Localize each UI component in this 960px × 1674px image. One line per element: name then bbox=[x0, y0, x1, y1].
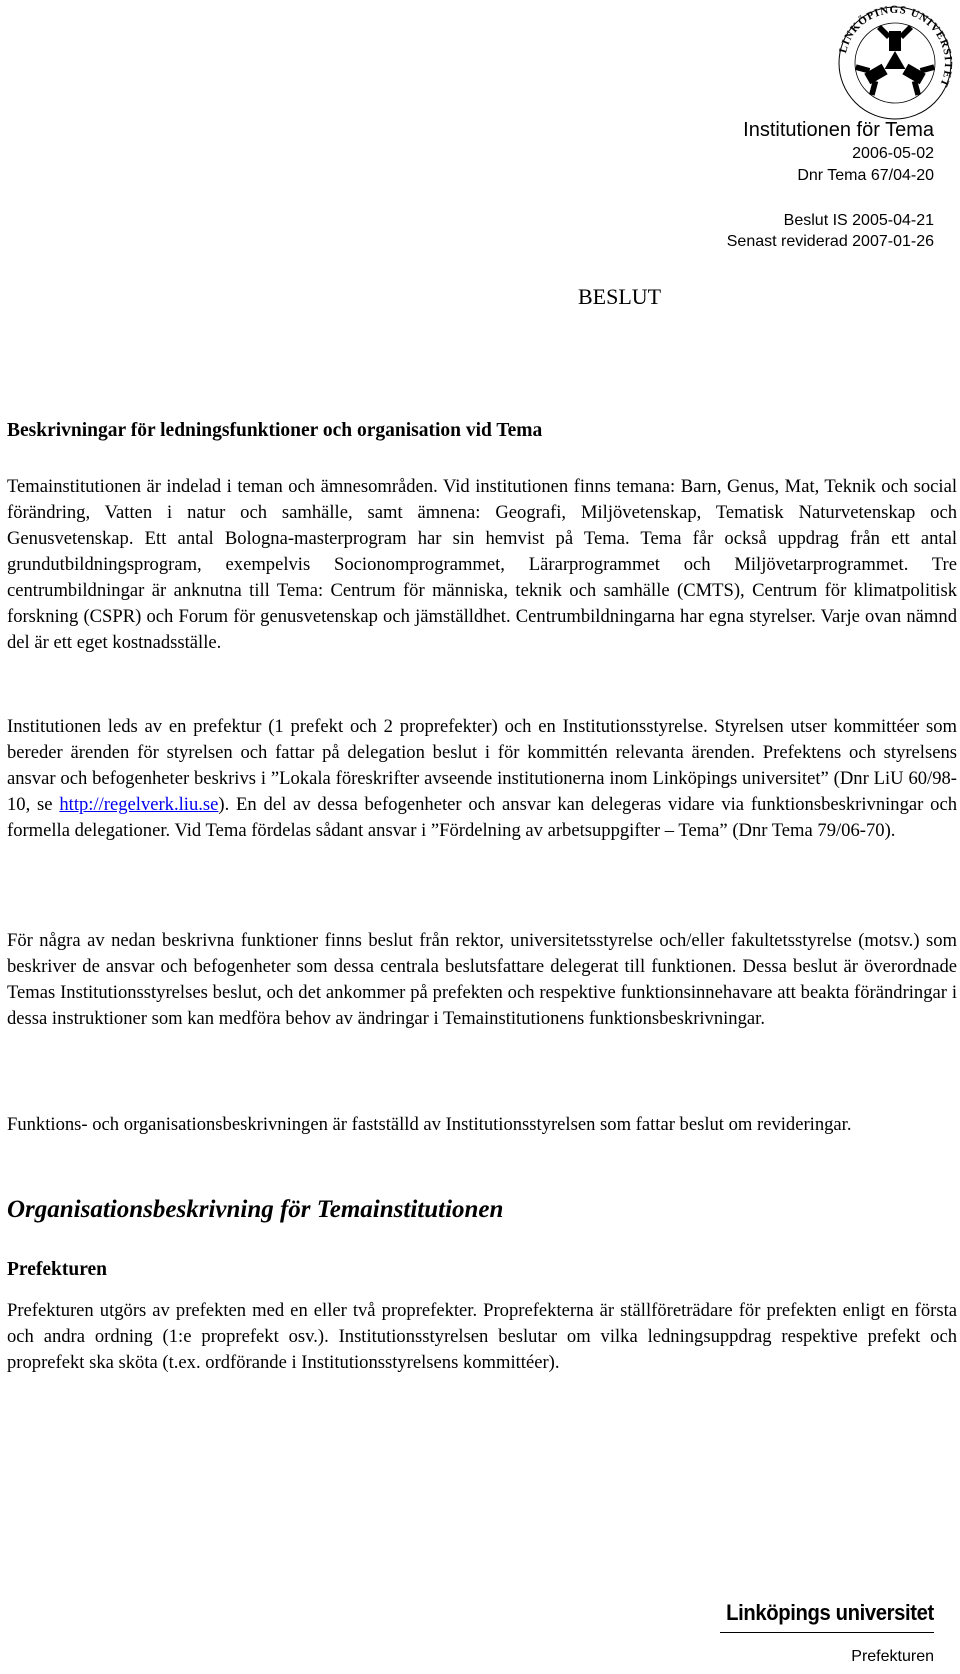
regelverk-link[interactable]: http://regelverk.liu.se bbox=[59, 794, 219, 815]
footer-divider bbox=[720, 1632, 934, 1633]
paragraph-1: Temainstitutionen är indelad i teman och ämnesområden. Vid institutionen finns temana: Barn, Genus, Mat, Teknik och social förändring, Vatten i natur och samhälle, samt ämnena: Geografi, Miljövetenskap, Tematisk Naturvetenskap och Genusvetenskap. Ett antal Bologna-masterprogram har sin hemvist på Tema. Tema får också uppdrag från ett antal grundutbildningsprogram, exempelvis Socionomprogrammet, Lärarprogrammet och Miljövetarprogrammet. Tre centrumbildningar är anknutna till Tema: Centrum för människa, teknik och samhälle (CMTS), Centrum för klimatpolitisk forskning (CSPR) och Forum för genusvetenskap och jämställdhet. Centrumbildningarna har egna styrelser. Varje ovan nämnd del är ett eget kostnadsställe. bbox=[7, 476, 957, 653]
paragraph-2 bbox=[7, 714, 957, 844]
section-title: Organisationsbeskrivning för Temainstitutionen bbox=[7, 1196, 504, 1223]
decision-date: Beslut IS 2005-04-21 bbox=[783, 212, 934, 229]
revision-date: Senast reviderad 2007-01-26 bbox=[726, 233, 934, 250]
document-date: 2006-05-02 bbox=[852, 145, 934, 162]
page-title: Beskrivningar för ledningsfunktioner och organisation vid Tema bbox=[7, 420, 543, 441]
document-type: BESLUT bbox=[578, 284, 662, 309]
seal-text: LINKÖPINGS UNIVERSITET bbox=[837, 4, 955, 90]
paragraph-2-part-1: Institutionen leds av en prefektur (1 prefekt och 2 proprefekter) och en Institutionsstyrelse. Styrelsen utser kommittéer som bereder ärenden för styrelsen och fattar på delegation beslut i för kommittén relevanta ärenden. Prefektens och styrelsens ansvar och befogenheter beskrivs i ”Lokala föreskrifter avseende institutionerna inom Linköpings universitet” (Dnr LiU 60/98-10, se bbox=[7, 716, 957, 815]
subsection-title: Prefekturen bbox=[7, 1259, 108, 1280]
paragraph-3: För några av nedan beskrivna funktioner finns beslut från rektor, universitetsstyrelse och/eller fakultetsstyrelse (motsv.) som beskriver de ansvar och befogenheter som dessa centrala beslutsfattare delegerat till funktionen. Dessa beslut är överordnade Temas Institutionsstyrelses beslut, och det ankommer på prefekten och respektive funktionsinnehavare att beakta förändringar i dessa instruktioner som kan medföra behov av ändringar i Temainstitutionens funktionsbeskrivningar. bbox=[7, 930, 957, 1029]
paragraph-2-part-2: ). En del av dessa befogenheter och ansvar kan delegeras vidare via funktionsbeskrivningar och formella delegationer. Vid Tema fördelas sådant ansvar i ”Fördelning av arbetsuppgifter – Tema” (Dnr Tema 79/06-70). bbox=[7, 794, 957, 841]
footer-label: Prefekturen bbox=[851, 1648, 934, 1665]
footer-brand-logo: Linköpings universitet bbox=[726, 1600, 934, 1625]
paragraph-5: Prefekturen utgörs av prefekten med en eller två proprefekter. Proprefekterna är ställföreträdare för prefekten enligt en första och andra ordning (1:e proprefekt osv.). Institutionsstyrelsen beslutar om vilka ledningsuppdrag respektive prefekt och proprefekt ska sköta (t.ex. ordförande i Institutionsstyrelsens kommittéer). bbox=[7, 1300, 957, 1373]
document-dnr: Dnr Tema 67/04-20 bbox=[797, 167, 934, 184]
paragraph-4: Funktions- och organisationsbeskrivningen är fastställd av Institutionsstyrelsen som fattar beslut om revideringar. bbox=[7, 1114, 852, 1135]
institution-name: Institutionen för Tema bbox=[743, 119, 934, 141]
liu-seal-icon bbox=[832, 4, 958, 122]
